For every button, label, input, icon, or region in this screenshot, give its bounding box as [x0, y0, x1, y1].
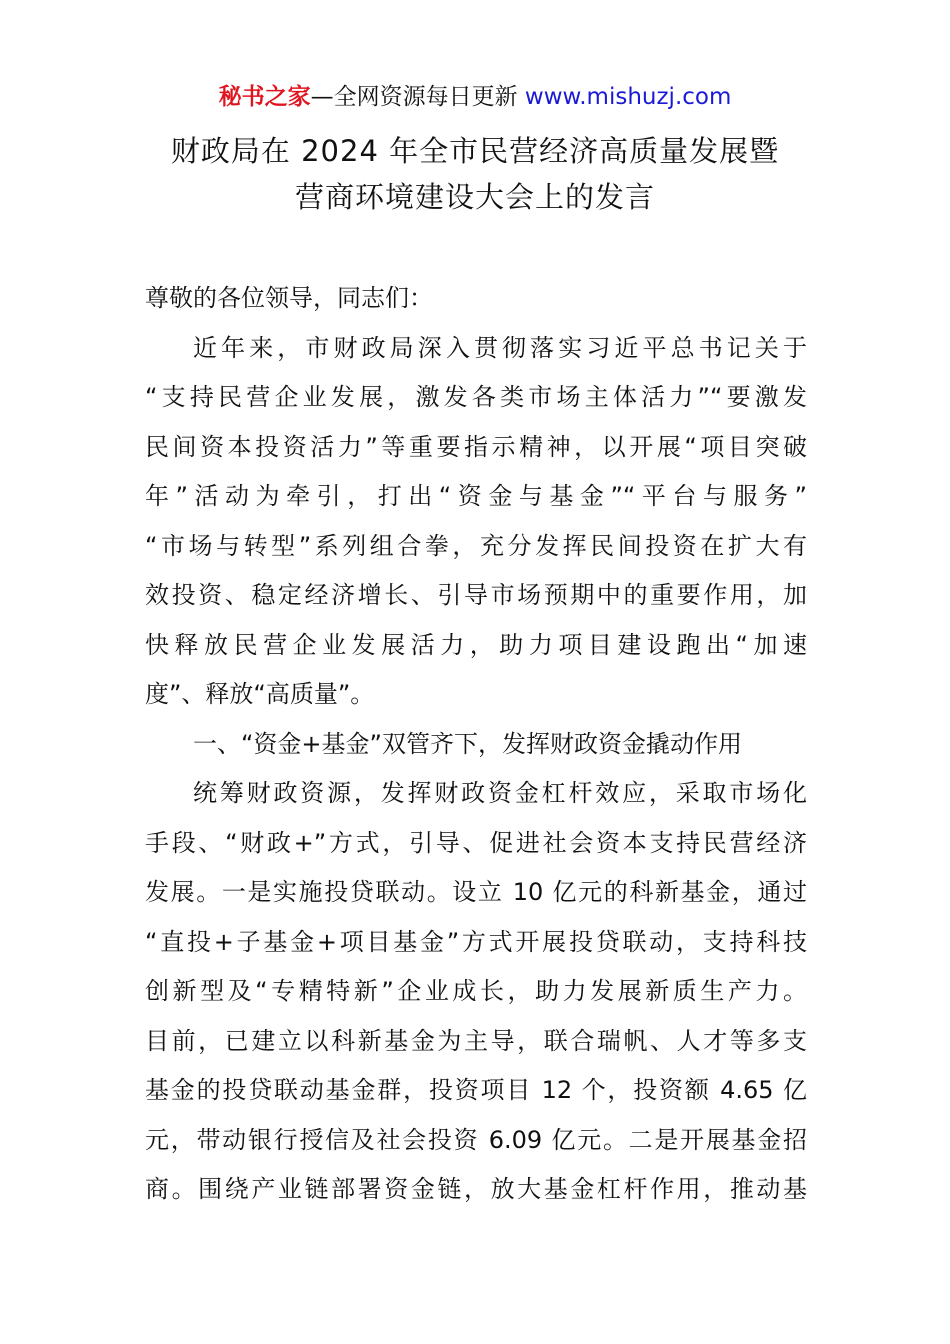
site-header [0, 80, 950, 114]
paragraph-line: 元，带动银行授信及社会投资 6.09 亿元。二是开展基金招 [145, 1125, 807, 1154]
paragraph-line: 度”、释放“高质量”。 [145, 680, 375, 708]
header-tagline: —全网资源每日更新 [310, 84, 525, 110]
paragraph-line: 创新型及“专精特新”企业成长，助力发展新质生产力。 [145, 977, 807, 1005]
paragraph-line: 民间资本投资活力”等重要指示精神，以开展“项目突破 [145, 432, 807, 461]
salutation: 尊敬的各位领导，同志们： [145, 284, 433, 312]
paragraph-line: 手段、“财政+”方式，引导、促进社会资本支持民营经济 [145, 828, 807, 857]
paragraph-line: 效投资、稳定经济增长、引导市场预期中的重要作用，加 [145, 581, 807, 609]
section-heading: 一、“资金+基金”双管齐下，发挥财政资金撬动作用 [193, 729, 742, 758]
paragraph-line: “市场与转型”系列组合拳，充分发挥民间投资在扩大有 [145, 531, 807, 560]
title-line-1: 财政局在 2024 年全市民营经济高质量发展暨 [170, 134, 780, 168]
document-body [145, 274, 807, 1215]
document-title [0, 128, 950, 220]
paragraph-line: 目前，已建立以科新基金为主导，联合瑞帆、人才等多支 [145, 1026, 807, 1055]
brand-name: 秘书之家 [218, 84, 311, 110]
paragraph-line: “直投+子基金+项目基金”方式开展投贷联动，支持科技 [145, 927, 807, 956]
site-url-link[interactable]: www.mishuzj.com [524, 84, 732, 110]
paragraph-line: 发展。一是实施投贷联动。设立 10 亿元的科新基金，通过 [145, 878, 807, 906]
paragraph-line: 快释放民营企业发展活力，助力项目建设跑出“加速 [145, 630, 807, 659]
paragraph-line: 近年来，市财政局深入贯彻落实习近平总书记关于 [193, 333, 807, 362]
paragraph-line: 基金的投贷联动基金群，投资项目 12 个，投资额 4.65 亿 [145, 1076, 807, 1104]
title-line-2: 营商环境建设大会上的发言 [294, 180, 655, 214]
paragraph-line: “支持民营企业发展，激发各类市场主体活力”“要激发 [145, 383, 807, 411]
paragraph-line: 商。围绕产业链部署资金链，放大基金杠杆作用，推动基 [145, 1175, 807, 1203]
paragraph-line: 年”活动为牵引，打出“资金与基金”“平台与服务” [145, 482, 807, 510]
paragraph-line: 统筹财政资源，发挥财政资金杠杆效应，采取市场化 [193, 779, 807, 807]
